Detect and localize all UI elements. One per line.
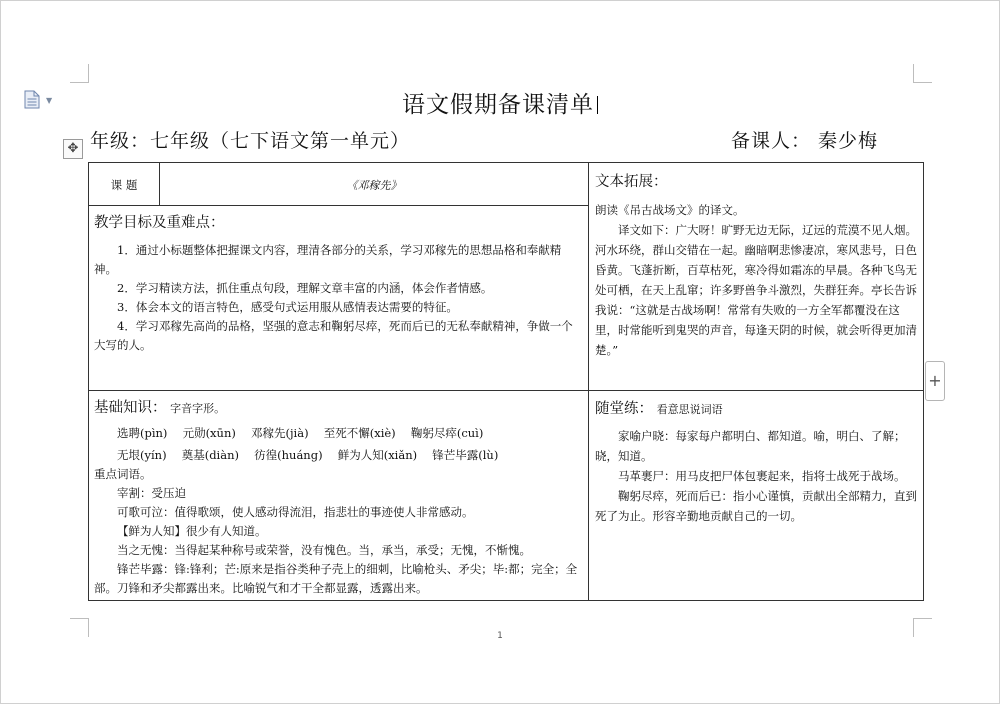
objective-item: 3．体会本文的语言特色，感受句式运用服从感情表达需要的特征。 <box>117 300 458 314</box>
practice-item: 马革裹尸：用马皮把尸体包裹起来，指将士战死于战场。 <box>618 469 906 483</box>
vocab-item: 宰割：受压迫 <box>117 486 186 500</box>
document-title <box>0 86 1000 119</box>
topic-label: 课 题 <box>110 178 138 192</box>
document-title-text: 语文假期备课清单 <box>402 92 594 118</box>
basics-heading: 基础知识： <box>94 400 167 416</box>
extension-line: 朗读《吊古战场文》的译文。 <box>595 203 745 217</box>
move-handle-icon[interactable]: ✥ <box>63 139 83 159</box>
grade-line: 年级：七年级（七下语文第一单元） <box>90 130 411 152</box>
vocab-item: 当之无愧：当得起某种称号或荣誉，没有愧色。当，承当，承受；无愧，不惭愧。 <box>117 543 531 557</box>
extension-line: 译文如下：广大呀！旷野无边无际，辽远的荒漠不见人烟。河水环绕，群山交错在一起。幽暗啊悲惨凄凉，寒风悲号，日色昏黄。飞蓬折断，百草枯死，寒冷得如霜冻的早晨。各种飞鸟无处可栖，在天上乱窜；许多野兽争斗激烈，失群狂奔。亭长告诉我说：“这就是古战场啊！常常有失败的一方全军都覆没在这里，时常能听到鬼哭的声音，每逢天阴的时候，就会听得更加清楚。” <box>595 223 917 357</box>
plus-icon[interactable]: + <box>925 361 945 401</box>
practice-item: 家喻户晓：每家每户都明白、都知道。喻，明白、了解；晓，知道。 <box>595 429 906 463</box>
page-number: 1 <box>497 631 503 641</box>
table-row-divider-topic <box>88 205 589 206</box>
practice-subheading: 看意思说词语 <box>656 403 723 416</box>
basics-heading-row <box>94 399 584 418</box>
practice-heading: 随堂练： <box>595 401 653 417</box>
objectives-cell <box>94 214 584 355</box>
basics-subheading: 字音字形。 <box>170 402 226 415</box>
objectives-heading: 教学目标及重难点： <box>94 215 225 231</box>
practice-item: 鞠躬尽瘁，死而后已：指小心谨慎，贡献出全部精力，直到死了为止。形容辛勤地贡献自己的一切。 <box>595 489 917 523</box>
vocab-item: 可歌可泣：值得歌颂，使人感动得流泪，指悲壮的事迹使人非常感动。 <box>117 505 474 519</box>
practice-cell <box>595 399 920 526</box>
chevron-down-icon[interactable]: ▼ <box>46 96 53 105</box>
text-cursor <box>597 96 598 114</box>
extension-cell <box>595 172 920 360</box>
table-col-divider-main <box>588 162 589 601</box>
objective-item: 2．学习精读方法，抓住重点句段，理解文章丰富的内涵，体会作者情感。 <box>117 281 493 295</box>
pinyin-row: 无垠(yín) 奠基(diàn) 彷徨(huáng) 鲜为人知(xiǎn) 锋芒毕露(lù) <box>117 448 499 462</box>
vocab-item: 【鲜为人知】很少有人知道。 <box>117 524 267 538</box>
extension-heading: 文本拓展： <box>595 174 668 190</box>
vocab-item: 锋芒毕露：锋:锋利；芒:原来是指谷类种子壳上的细刺，比喻枪头、矛尖；毕:都；完全；全部。刀锋和矛尖都露出来。比喻锐气和才干全都显露，透露出来。 <box>94 562 578 595</box>
crop-mark-top-right <box>913 64 932 83</box>
objective-item: 4．学习邓稼先高尚的品格，坚强的意志和鞠躬尽瘁，死而后已的无私奉献精神，争做一个大写的人。 <box>94 319 573 352</box>
topic-value: 《邓稼先》 <box>346 179 402 192</box>
crop-mark-top-left <box>70 64 89 83</box>
table-row-divider-middle <box>88 390 924 391</box>
practice-heading-row <box>595 399 920 420</box>
objective-item: 1．通过小标题整体把握课文内容，理清各部分的关系，学习邓稼先的思想品格和奉献精神。 <box>94 243 562 276</box>
vocab-label: 重点词语。 <box>94 467 152 481</box>
preparer-line: 备课人： 秦少梅 <box>731 130 879 152</box>
basics-cell <box>94 399 584 598</box>
pinyin-row: 选聘(pìn) 元勋(xūn) 邓稼先(jià) 至死不懈(xiè) 鞠躬尽瘁(cuì) <box>117 426 484 440</box>
